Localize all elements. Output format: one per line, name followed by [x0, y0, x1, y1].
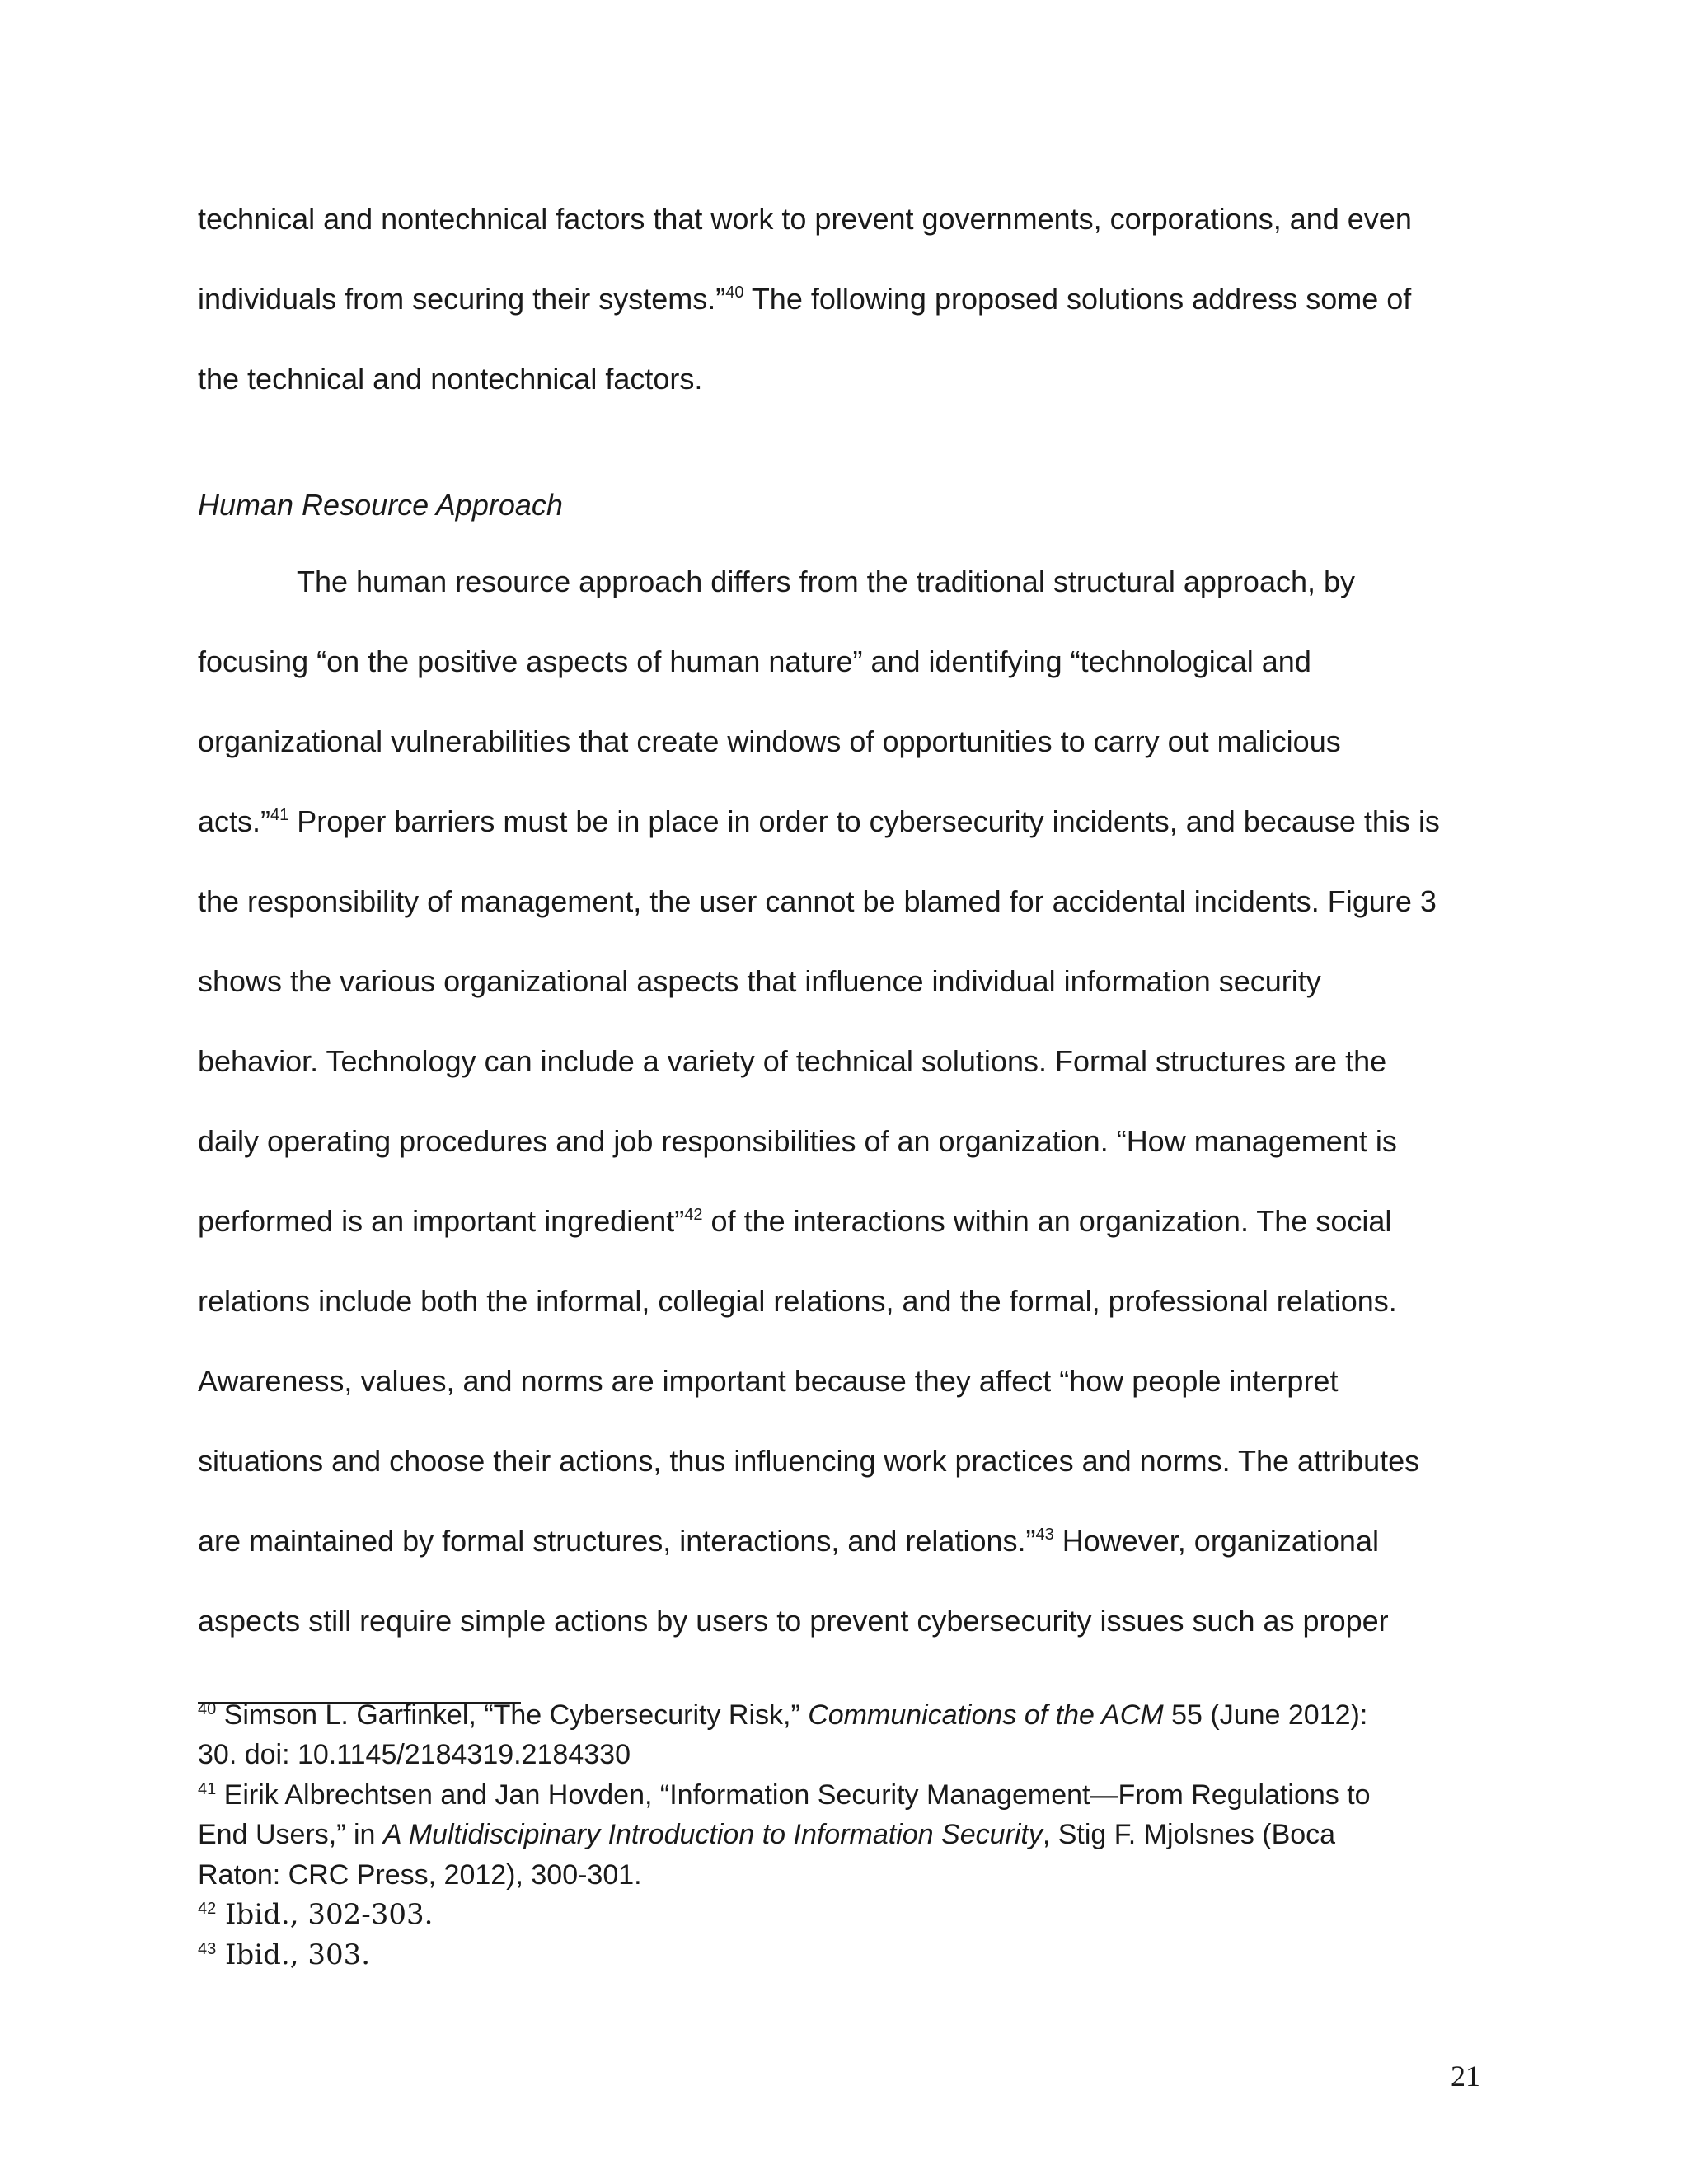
footnote-ref-40[interactable]: 40 — [725, 284, 744, 302]
body-line: daily operating procedures and job responsibilities of an organization. “How management is — [198, 1124, 1397, 1158]
footnote-ref-43[interactable]: 43 — [1035, 1526, 1054, 1544]
footnote-40: $^{40}$ Simson L. Garfinkel, “The Cybersecurity Risk,” Communications of the ACM 55 (June 2012): — [198, 1699, 1368, 1731]
footnote-41-continued: Raton: CRC Press, 2012), 300-301. — [198, 1859, 642, 1891]
page-number: 21 — [1451, 2060, 1480, 2093]
footnote-ref-42[interactable]: 42 — [684, 1206, 703, 1224]
body-line: The human resource approach differs from the traditional structural approach, by — [297, 565, 1356, 598]
body-line: aspects still require simple actions by users to prevent cybersecurity issues such as proper — [198, 1604, 1389, 1638]
body-line: individuals from securing their systems.”$^{40}$ The following proposed solutions address some of — [198, 282, 1412, 316]
footnote-41: $^{41}$ Eirik Albrechtsen and Jan Hovden, “Information Security Management—From Regulations to — [198, 1779, 1371, 1811]
footnote-41-continued: End Users,” in A Multidiscipinary Introduction to Information Security, Stig F. Mjolsnes (Boca — [198, 1819, 1336, 1850]
footnote-number: 40 — [198, 1700, 217, 1718]
body-line: are maintained by formal structures, interactions, and relations.”$^{43}$ However, organizational — [198, 1524, 1379, 1558]
footnote-ref-41[interactable]: 41 — [270, 806, 289, 824]
body-line: technical and nontechnical factors that work to prevent governments, corporations, and even — [198, 202, 1412, 236]
section-heading: Human Resource Approach — [198, 488, 563, 522]
footnote-40-continued: 30. doi: 10.1145/2184319.2184330 — [198, 1739, 631, 1770]
body-line: focusing “on the positive aspects of human nature” and identifying “technological and — [198, 644, 1311, 678]
body-line: performed is an important ingredient”$^{42}$ of the interactions within an organization. The social — [198, 1204, 1392, 1238]
footnote-number: 43 — [198, 1940, 217, 1958]
footnote-43: $^{43}$ Ibid., 303. — [198, 1938, 371, 1971]
document-page — [198, 0, 1484, 2184]
footnote-number: 42 — [198, 1900, 217, 1918]
body-line: acts.”$^{41}$ Proper barriers must be in place in order to cybersecurity incidents, and because this is — [198, 804, 1440, 838]
body-line: shows the various organizational aspects that influence individual information security — [198, 964, 1321, 998]
body-line: the responsibility of management, the user cannot be blamed for accidental incidents. Figure 3 — [198, 884, 1437, 918]
footnote-42: $^{42}$ Ibid., 302-303. — [198, 1898, 434, 1931]
body-line: situations and choose their actions, thus influencing work practices and norms. The attributes — [198, 1444, 1420, 1478]
body-line: relations include both the informal, collegial relations, and the formal, professional relations. — [198, 1284, 1397, 1318]
body-line: behavior. Technology can include a variety of technical solutions. Formal structures are the — [198, 1044, 1387, 1078]
body-line: Awareness, values, and norms are important because they affect “how people interpret — [198, 1364, 1339, 1398]
body-line: organizational vulnerabilities that create windows of opportunities to carry out malicious — [198, 724, 1341, 758]
footnote-number: 41 — [198, 1780, 217, 1798]
body-line: the technical and nontechnical factors. — [198, 362, 703, 396]
